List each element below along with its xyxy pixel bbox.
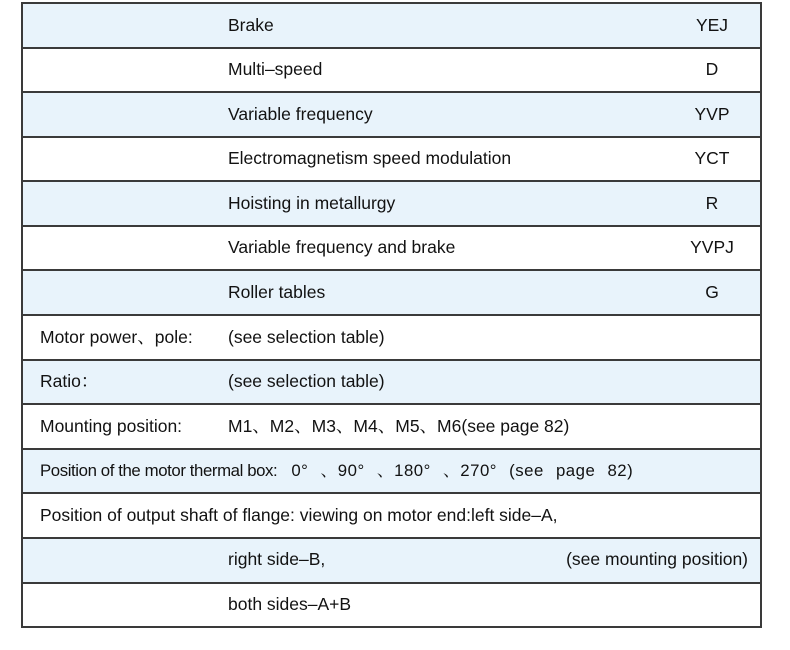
spec-label: Motor power、pole: (40, 326, 193, 347)
table-row-mounting-position (23, 403, 760, 448)
option-label: Hoisting in metallurgy (228, 192, 396, 213)
spec-value: (see selection table) (228, 326, 385, 347)
table-row-motor-power (23, 314, 760, 359)
option-label: Variable frequency (228, 103, 373, 124)
option-code: YCT (694, 148, 730, 169)
table-row-both-sides (23, 582, 760, 627)
table-row-thermal-box (23, 448, 760, 493)
table-row-right-side (23, 537, 760, 582)
option-label: Multi–speed (228, 59, 323, 80)
option-label: Brake (228, 14, 274, 35)
option-code: YVPJ (690, 237, 734, 258)
table-row-variable-frequency-brake (23, 225, 760, 270)
table-row-hoisting (23, 180, 760, 225)
option-code: D (705, 59, 719, 80)
spec-value: 0° 、90° 、180° 、270° (see page 82) (291, 460, 634, 480)
spec-label: right side–B, (228, 549, 326, 570)
option-code: R (705, 192, 719, 213)
spec-value: M1、M2、M3、M4、M5、M6(see page 82) (228, 415, 570, 436)
motor-options-spec-table (21, 2, 762, 628)
spec-label: Mounting position: (40, 415, 183, 436)
option-code: YEJ (695, 14, 729, 35)
option-label: Roller tables (228, 282, 326, 302)
option-label: Variable frequency and brake (228, 237, 456, 258)
option-label: Electromagnetism speed modulation (228, 148, 512, 169)
table-row-electromagnetism (23, 136, 760, 181)
table-row-ratio (23, 359, 760, 404)
table-row-multi-speed (23, 47, 760, 92)
spec-label: Ratio： (40, 371, 99, 392)
spec-label: Position of output shaft of flange: viewing on motor end:left side–A, (40, 504, 558, 525)
table-row-output-shaft (23, 492, 760, 537)
table-row-brake (23, 4, 760, 47)
option-code: YVP (694, 103, 730, 124)
spec-label: both sides–A+B (228, 594, 352, 615)
option-code: G (705, 282, 719, 302)
spec-value: (see selection table) (228, 371, 385, 392)
table-row-roller-tables (23, 269, 760, 314)
spec-note: (see mounting position) (566, 549, 748, 570)
spec-label: Position of the motor thermal box: (40, 460, 278, 480)
table-row-variable-frequency (23, 91, 760, 136)
